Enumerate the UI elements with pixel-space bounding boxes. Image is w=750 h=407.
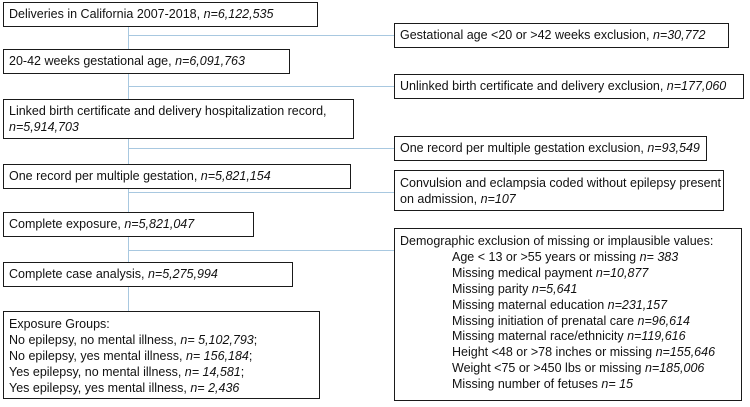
demographic-item: Height <48 or >78 inches or missing n=155,646	[452, 345, 716, 360]
box-label: Complete case analysis,	[9, 267, 148, 281]
exposure-group-row: Yes epilepsy, yes mental illness, n= 2,436	[9, 381, 240, 395]
box-count: n=107	[480, 192, 516, 206]
box-label: on admission,	[400, 192, 481, 206]
demographic-exclusion-title: Demographic exclusion of missing or implausible values:	[400, 234, 714, 248]
box-linked-records	[3, 99, 354, 139]
connector-gestational-exclusion	[128, 35, 394, 36]
box-gestational-age	[3, 49, 290, 74]
box-label: 20-42 weeks gestational age,	[9, 54, 176, 68]
box-gestational-age-exclusion	[394, 23, 729, 48]
connector-unlinked-exclusion	[128, 86, 394, 87]
box-label: Complete exposure,	[9, 217, 125, 231]
box-label: Linked birth certificate and delivery hospitalization record,	[9, 104, 327, 118]
box-label: Unlinked birth certificate and delivery exclusion,	[400, 79, 667, 93]
exposure-groups-title: Exposure Groups:	[9, 317, 110, 331]
box-count: n=6,091,763	[175, 54, 245, 68]
box-multiple-gestation-exclusion	[394, 136, 707, 161]
demographic-item: Missing parity n=5,641	[452, 281, 578, 296]
box-count: n=5,821,047	[124, 217, 195, 231]
connector-multiple-gestation-exclusion	[128, 148, 394, 149]
box-count: n=177,060	[666, 79, 727, 93]
box-label: One record per multiple gestation exclusion,	[400, 141, 648, 155]
box-count: n=5,821,154	[200, 169, 271, 183]
box-count: n=30,772	[652, 28, 706, 42]
demographic-item: Missing number of fetuses n= 15	[452, 377, 634, 392]
connector-demographic-exclusion	[128, 250, 394, 251]
demographic-item: Missing initiation of prenatal care n=96,614	[452, 313, 690, 328]
connector-convulsion-exclusion	[128, 192, 394, 193]
box-complete-case-analysis	[3, 262, 293, 287]
box-convulsion-eclampsia-exclusion	[394, 170, 724, 211]
box-label: One record per multiple gestation,	[9, 169, 201, 183]
exposure-group-row: No epilepsy, no mental illness, n= 5,102,793;	[9, 333, 258, 347]
box-one-record-per-gestation	[3, 164, 351, 189]
exposure-group-row: Yes epilepsy, no mental illness, n= 14,581;	[9, 365, 245, 379]
box-count: n=6,122,535	[203, 7, 274, 21]
box-label: Deliveries in California 2007-2018,	[9, 7, 204, 21]
demographic-item: Missing maternal race/ethnicity n=119,616	[452, 329, 686, 344]
box-label: Gestational age <20 or >42 weeks exclusion,	[400, 28, 653, 42]
box-count: n=5,275,994	[147, 267, 218, 281]
box-unlinked-exclusion	[394, 74, 744, 99]
demographic-item: Weight <75 or >450 lbs or missing n=185,006	[452, 361, 705, 376]
box-count: n=5,914,703	[9, 120, 79, 134]
demographic-item: Missing medical payment n=10,877	[452, 265, 649, 280]
box-label: Convulsion and eclampsia coded without epilepsy present	[400, 176, 722, 190]
box-exposure-groups	[3, 311, 320, 399]
demographic-item: Missing maternal education n=231,157	[452, 297, 668, 312]
box-demographic-exclusion	[394, 228, 742, 401]
demographic-item: Age < 13 or >55 years or missing n= 383	[452, 249, 679, 264]
box-deliveries-total	[3, 2, 318, 27]
exposure-group-row: No epilepsy, yes mental illness, n= 156,184;	[9, 349, 253, 363]
box-complete-exposure	[3, 212, 254, 237]
box-count: n=93,549	[647, 141, 700, 155]
